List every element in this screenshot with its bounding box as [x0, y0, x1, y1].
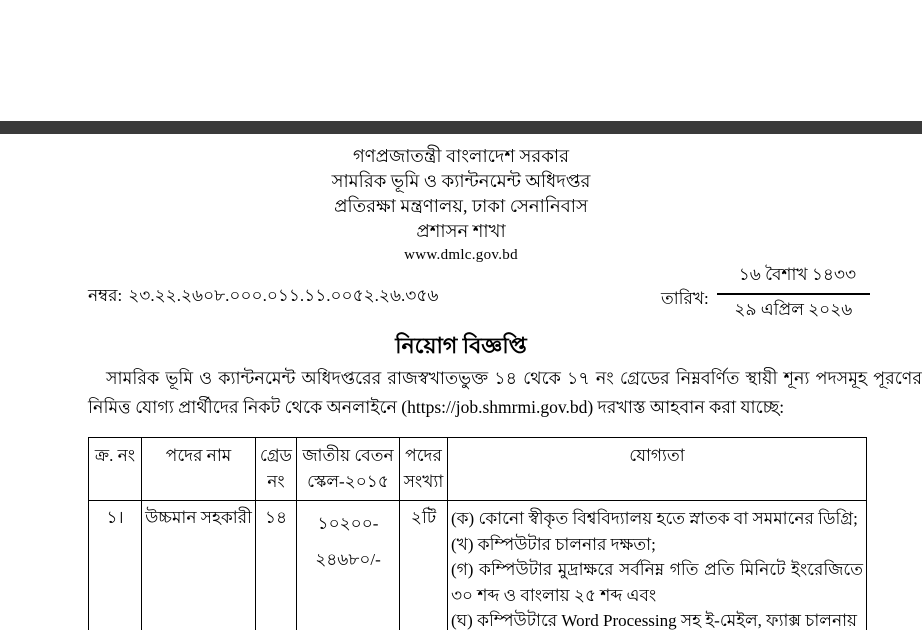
- table-header-row: [89, 438, 867, 501]
- divider-bar: [0, 121, 922, 134]
- cell-post-name: উচ্চমান সহকারী: [142, 501, 256, 630]
- government-name: গণপ্রজাতন্ত্রী বাংলাদেশ সরকার: [352, 146, 570, 166]
- vacancy-table: [88, 437, 867, 630]
- application-url: https://job.shmrmi.gov.bd: [407, 397, 588, 417]
- date-label: তারিখ:: [660, 288, 709, 308]
- pay-scale-max: ২৪৬৮০/-: [315, 550, 381, 569]
- intro-text-before-url: সামরিক ভূমি ও ক্যান্টনমেন্ট অধিদপ্তরের রাজস্বখাতভুক্ত ১৪ থেকে ১৭ নং গ্রেডের নিম্নবর্ণিত স্থায়ী শূন্য পদসমূহ পূরণের নিমিত্ত যোগ্য প্রার্থীদের নিকট থেকে অনলাইনে (: [88, 368, 922, 417]
- date-block: [661, 262, 870, 325]
- date-fraction: [717, 262, 870, 325]
- date-gregorian: ২৯ এপ্রিল ২০২৬: [734, 300, 853, 319]
- website-url: www.dmlc.gov.bd: [404, 247, 518, 263]
- header-pay-scale: জাতীয় বেতন স্কেল-২০১৫: [297, 438, 400, 501]
- pay-scale-min: ১০২০০-: [317, 514, 379, 533]
- header-num-posts: পদের সংখ্যা: [400, 438, 448, 501]
- directorate-name: সামরিক ভূমি ও ক্যান্টনমেন্ট অধিদপ্তর: [331, 171, 591, 191]
- header-post-name: পদের নাম: [142, 438, 256, 501]
- cell-qualifications: [448, 501, 867, 630]
- cell-grade: ১৪: [256, 501, 297, 630]
- qualification-list: [451, 506, 863, 630]
- memo-number-line: [88, 283, 438, 311]
- qualification-item: (ঘ) কম্পিউটারে Word Processing সহ ই-মেইল, ফ্যাক্স চালনায়: [451, 611, 858, 630]
- memo-number: ২৩.২২.২৬০৮.০০০.০১১.১১.০০৫২.২৬.৩৫৬: [128, 286, 439, 305]
- header-grade: গ্রেড নং: [256, 438, 297, 501]
- cell-pay-scale: [297, 501, 400, 630]
- date-bangla: ১৬ বৈশাখ ১৪৩৩: [717, 262, 870, 295]
- header-serial: ক্র. নং: [89, 438, 142, 501]
- cell-serial: ১।: [89, 501, 142, 630]
- ministry-name: প্রতিরক্ষা মন্ত্রণালয়, ঢাকা সেনানিবাস: [334, 196, 588, 216]
- notice-title: নিয়োগ বিজ্ঞপ্তি: [395, 333, 527, 358]
- memo-label: নম্বর:: [88, 286, 123, 305]
- table-row: [89, 501, 867, 630]
- intro-text-after-url: ) দরখাস্ত আহবান করা যাচ্ছে:: [587, 397, 785, 417]
- qualification-item: (খ) কম্পিউটার চালনার দক্ষতা;: [451, 534, 656, 554]
- branch-name: প্রশাসন শাখা: [416, 221, 506, 241]
- intro-paragraph: [88, 364, 922, 422]
- cell-num-posts: ২টি: [400, 501, 448, 630]
- qualification-item: (গ) কম্পিউটার মুদ্রাক্ষরে সর্বনিম্ন গতি প্রতি মিনিটে ইংরেজিতে ৩০ শব্দ ও বাংলায় ২৫ শব্দ এবং: [451, 560, 863, 605]
- qualification-item: (ক) কোনো স্বীকৃত বিশ্ববিদ্যালয় হতে স্নাতক বা সমমানের ডিগ্রি;: [451, 509, 858, 528]
- letterhead: [0, 144, 922, 266]
- header-qualification: যোগ্যতা: [448, 438, 867, 501]
